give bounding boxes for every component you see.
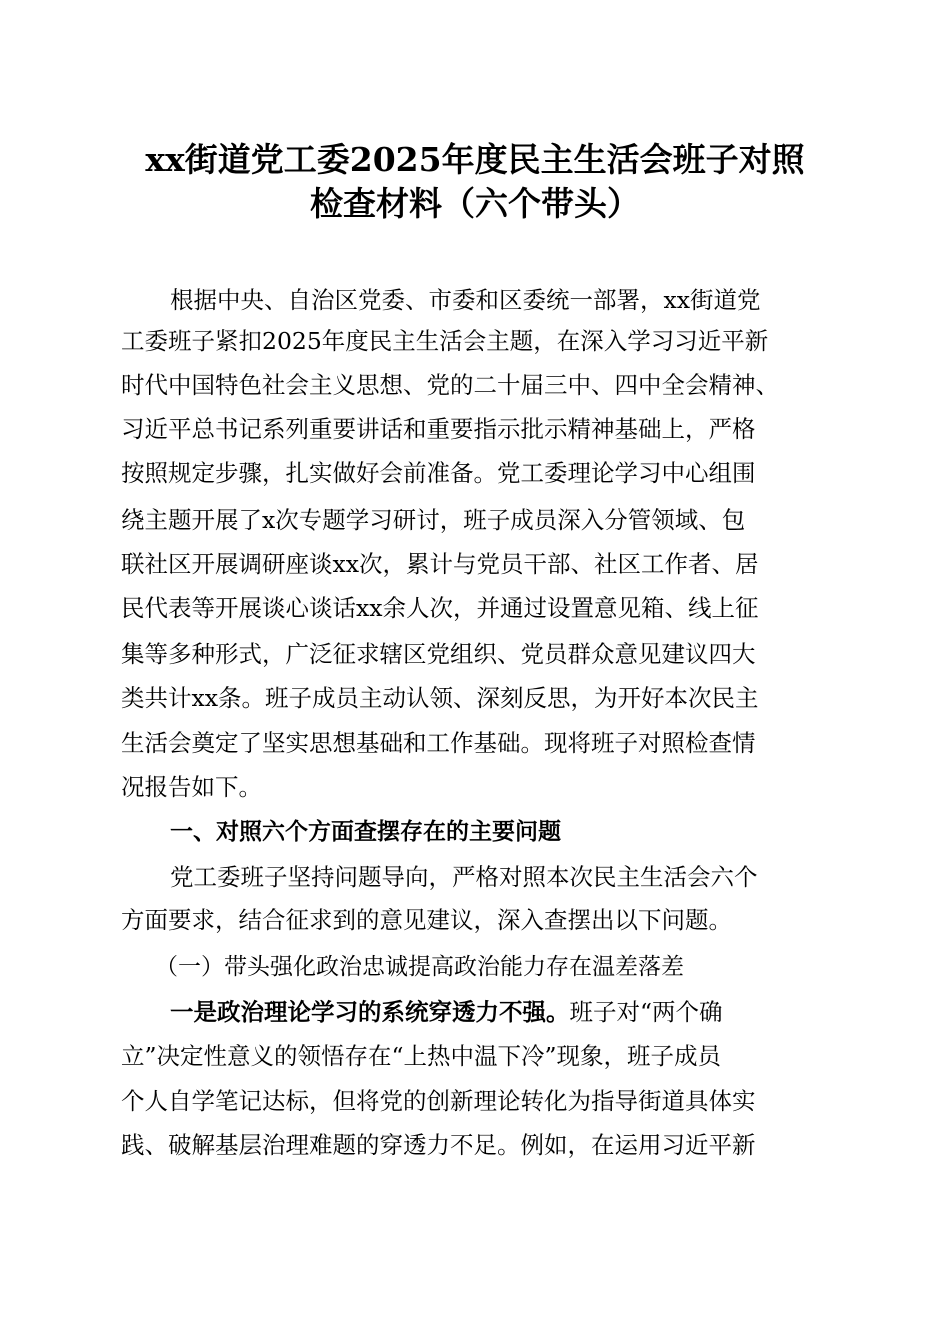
paragraph1-line: 况报告如下。 [121,773,262,801]
paragraph1-line: 按照规定步骤，扎实做好会前准备。党工委理论学习中心组围 [121,459,756,487]
paragraph3-first-text: 班子对“两个确 [569,998,723,1026]
paragraph1-line: 类共计xx条。班子成员主动认领、深刻反思，为开好本次民主 [121,684,759,712]
paragraph3-line: 践、破解基层治理难题的穿透力不足。例如，在运用习近平新 [121,1131,756,1159]
paragraph2-line: 方面要求，结合征求到的意见建议，深入查摆出以下问题。 [121,906,732,934]
paragraph1-line: 绕主题开展了x次专题学习研讨，班子成员深入分管领域、包 [121,506,746,534]
subsection-heading: （一）带头强化政治忠诚提高政治能力存在温差落差 [155,954,684,980]
paragraph1-line: 习近平总书记系列重要讲话和重要指示批示精神基础上，严格 [121,415,756,443]
paragraph3-line: 立”决定性意义的领悟存在“上热中温下冷”现象，班子成员 [121,1042,722,1070]
paragraph3-line: 个人自学笔记达标，但将党的创新理论转化为指导街道具体实 [121,1087,756,1115]
paragraph1-line: 集等多种形式，广泛征求辖区党组织、党员群众意见建议四大 [121,640,756,668]
document-title-line1: xx街道党工委2025年度民主生活会班子对照 [145,140,805,179]
paragraph1-line: 时代中国特色社会主义思想、党的二十届三中、四中全会精神、 [121,371,779,399]
section-heading: 一、对照六个方面查摆存在的主要问题 [170,819,561,845]
paragraph3-lead: 一是政治理论学习的系统穿透力不强。 [170,998,570,1026]
paragraph2-line: 党工委班子坚持问题导向，严格对照本次民主生活会六个 [170,863,758,891]
paragraph1-line: 根据中央、自治区党委、市委和区委统一部署，xx街道党 [170,286,761,314]
paragraph3-line [170,997,830,1027]
paragraph1-line: 联社区开展调研座谈xx次，累计与党员干部、社区工作者、居 [121,550,759,578]
document-title-line2: 检查材料（六个带头） [310,184,640,223]
paragraph1-line: 民代表等开展谈心谈话xx余人次，并通过设置意见箱、线上征 [121,594,759,622]
paragraph1-line: 生活会奠定了坚实思想基础和工作基础。现将班子对照检查情 [121,729,756,757]
paragraph1-line: 工委班子紧扣2025年度民主生活会主题，在深入学习习近平新 [121,327,769,355]
